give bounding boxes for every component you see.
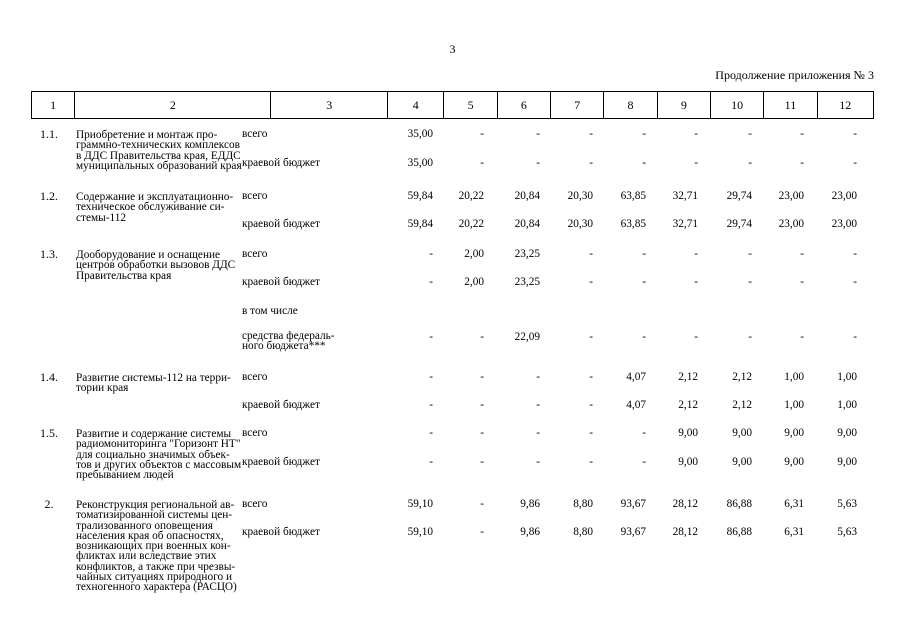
value-cell-col-4: 59,10 bbox=[407, 498, 433, 510]
value-cell-col-6: - bbox=[536, 399, 540, 411]
value-cell-col-5: - bbox=[480, 128, 484, 140]
description-line: радиомониторинга "Горизонт НТ" bbox=[76, 438, 241, 451]
item-number: 1.4. bbox=[40, 370, 58, 384]
header-col-1: 1 bbox=[32, 92, 75, 119]
value-cell-col-7: - bbox=[589, 399, 593, 411]
funding-source-label: всего bbox=[242, 190, 268, 202]
value-cell-col-9: 32,71 bbox=[672, 190, 698, 202]
funding-row bbox=[242, 498, 905, 512]
funding-row bbox=[242, 276, 905, 290]
value-cell-col-8: - bbox=[642, 157, 646, 169]
funding-source-label-line: средства федераль- bbox=[242, 330, 335, 342]
value-cell-col-7: - bbox=[589, 427, 593, 439]
funding-row bbox=[242, 190, 905, 204]
value-cell-col-6: 22,09 bbox=[514, 331, 540, 343]
value-cell-col-6: - bbox=[536, 157, 540, 169]
description-line: техническое обслуживание си- bbox=[76, 201, 225, 214]
value-cell-col-5: 2,00 bbox=[464, 276, 484, 288]
value-cell-col-7: 20,30 bbox=[567, 190, 593, 202]
item-number: 1.5. bbox=[40, 426, 58, 440]
funding-row bbox=[242, 218, 905, 232]
value-cell-col-10: - bbox=[748, 331, 752, 343]
value-cell-col-9: - bbox=[694, 157, 698, 169]
value-cell-col-5: 20,22 bbox=[458, 190, 484, 202]
description-line: Правительства края bbox=[76, 269, 172, 282]
value-cell-col-6: 23,25 bbox=[514, 248, 540, 260]
value-cell-col-9: 9,00 bbox=[678, 456, 698, 468]
description-line: тов и других объектов с массовым bbox=[76, 458, 242, 471]
value-cell-col-10: 9,00 bbox=[732, 456, 752, 468]
value-cell-col-12: 1,00 bbox=[837, 371, 857, 383]
value-cell-col-8: 4,07 bbox=[626, 371, 646, 383]
value-cell-col-4: - bbox=[429, 331, 433, 343]
header-row bbox=[31, 91, 874, 119]
funding-source-label: всего bbox=[242, 498, 268, 510]
value-cell-col-10: - bbox=[748, 128, 752, 140]
funding-row bbox=[242, 330, 905, 353]
funding-source-label: краевой бюджет bbox=[242, 526, 320, 538]
value-cell-col-12: 9,00 bbox=[837, 427, 857, 439]
value-cell-col-8: - bbox=[642, 456, 646, 468]
value-cell-col-5: - bbox=[480, 498, 484, 510]
header-col-12: 12 bbox=[817, 92, 873, 119]
funding-row bbox=[242, 371, 905, 385]
value-cell-col-4: - bbox=[429, 456, 433, 468]
funding-source-label bbox=[242, 331, 335, 352]
value-cell-col-6: - bbox=[536, 371, 540, 383]
value-cell-col-12: 23,00 bbox=[831, 218, 857, 230]
header-col-3: 3 bbox=[271, 92, 388, 119]
header-col-2: 2 bbox=[75, 92, 271, 119]
description-line: Реконструкция региональной ав- bbox=[76, 499, 235, 511]
funding-row bbox=[242, 128, 905, 142]
value-cell-col-4: - bbox=[429, 248, 433, 260]
value-cell-col-5: - bbox=[480, 526, 484, 538]
description-line: Дооборудование и оснащение bbox=[76, 249, 221, 261]
value-cell-col-11: - bbox=[800, 276, 804, 288]
description-line: населения края об опасностях, bbox=[76, 529, 224, 542]
value-cell-col-10: 2,12 bbox=[732, 371, 752, 383]
value-cell-col-5: - bbox=[480, 456, 484, 468]
value-cell-col-12: 5,63 bbox=[837, 526, 857, 538]
value-cell-col-11: 23,00 bbox=[778, 190, 804, 202]
value-cell-col-4: 35,00 bbox=[407, 128, 433, 140]
value-cell-col-11: - bbox=[800, 128, 804, 140]
value-cell-col-11: 9,00 bbox=[784, 456, 804, 468]
value-cell-col-4: 59,84 bbox=[407, 190, 433, 202]
value-cell-col-4: 59,10 bbox=[407, 526, 433, 538]
value-cell-col-7: - bbox=[589, 456, 593, 468]
value-cell-col-5: - bbox=[480, 157, 484, 169]
funding-row bbox=[242, 526, 905, 540]
header-col-10: 10 bbox=[710, 92, 763, 119]
value-cell-col-7: - bbox=[589, 276, 593, 288]
value-cell-col-7: - bbox=[589, 128, 593, 140]
value-cell-col-12: 23,00 bbox=[831, 190, 857, 202]
funding-source-label: краевой бюджет bbox=[242, 399, 320, 411]
value-cell-col-10: 9,00 bbox=[732, 427, 752, 439]
description-line: для социально значимых объек- bbox=[76, 448, 230, 461]
description-line: муниципальных образований края bbox=[76, 159, 242, 172]
item-description bbox=[76, 500, 271, 593]
value-cell-col-4: - bbox=[429, 427, 433, 439]
value-cell-col-4: - bbox=[429, 399, 433, 411]
continuation-note: Продолжение приложения № 3 bbox=[715, 68, 874, 82]
description-line: тории края bbox=[76, 382, 129, 395]
description-line: техногенного характера (РАСЦО) bbox=[76, 581, 237, 594]
value-cell-col-11: - bbox=[800, 248, 804, 260]
funding-source-label: всего bbox=[242, 371, 268, 383]
description-line: Развитие и содержание системы bbox=[76, 428, 232, 440]
item-number: 1.3. bbox=[40, 247, 58, 261]
value-cell-col-9: 2,12 bbox=[678, 399, 698, 411]
description-line: пребыванием людей bbox=[76, 469, 174, 482]
page-number: 3 bbox=[449, 42, 456, 56]
value-cell-col-4: 35,00 bbox=[407, 157, 433, 169]
value-cell-col-10: 29,74 bbox=[726, 218, 752, 230]
value-cell-col-9: - bbox=[694, 128, 698, 140]
value-cell-col-8: 63,85 bbox=[620, 190, 646, 202]
header-col-4: 4 bbox=[388, 92, 444, 119]
item-number: 1.2. bbox=[40, 189, 58, 203]
funding-row bbox=[242, 157, 905, 171]
value-cell-col-6: - bbox=[536, 427, 540, 439]
funding-source-label: краевой бюджет bbox=[242, 456, 320, 468]
value-cell-col-10: 29,74 bbox=[726, 190, 752, 202]
value-cell-col-7: 20,30 bbox=[567, 218, 593, 230]
value-cell-col-8: - bbox=[642, 331, 646, 343]
value-cell-col-10: 2,12 bbox=[732, 399, 752, 411]
value-cell-col-9: - bbox=[694, 276, 698, 288]
value-cell-col-6: 9,86 bbox=[520, 498, 540, 510]
value-cell-col-12: 9,00 bbox=[837, 456, 857, 468]
funding-source-label: краевой бюджет bbox=[242, 276, 320, 288]
value-cell-col-6: 20,84 bbox=[514, 218, 540, 230]
value-cell-col-10: - bbox=[748, 248, 752, 260]
description-line: томатизированной системы цен- bbox=[76, 509, 233, 522]
value-cell-col-8: - bbox=[642, 248, 646, 260]
description-line: фликтах или вследствие этих bbox=[76, 550, 217, 563]
value-cell-col-9: 28,12 bbox=[672, 526, 698, 538]
description-line: в ДДС Правительства края, ЕДДС bbox=[76, 149, 241, 162]
funding-source-label: краевой бюджет bbox=[242, 157, 320, 169]
value-cell-col-7: - bbox=[589, 157, 593, 169]
funding-source-label-line: ного бюджета*** bbox=[242, 340, 326, 353]
value-cell-col-8: 63,85 bbox=[620, 218, 646, 230]
value-cell-col-7: - bbox=[589, 331, 593, 343]
value-cell-col-8: - bbox=[642, 427, 646, 439]
value-cell-col-5: - bbox=[480, 399, 484, 411]
value-cell-col-10: 86,88 bbox=[726, 498, 752, 510]
description-line: Содержание и эксплуатационно- bbox=[76, 191, 234, 203]
value-cell-col-8: - bbox=[642, 276, 646, 288]
header-col-7: 7 bbox=[551, 92, 604, 119]
value-cell-col-8: 93,67 bbox=[620, 526, 646, 538]
funding-source-label: краевой бюджет bbox=[242, 218, 320, 230]
funding-row bbox=[242, 248, 905, 262]
description-line: стемы-112 bbox=[76, 211, 126, 224]
value-cell-col-11: 1,00 bbox=[784, 371, 804, 383]
value-cell-col-11: - bbox=[800, 157, 804, 169]
funding-row bbox=[242, 427, 905, 441]
value-cell-col-4: - bbox=[429, 371, 433, 383]
value-cell-col-7: - bbox=[589, 248, 593, 260]
value-cell-col-10: - bbox=[748, 157, 752, 169]
header-col-11: 11 bbox=[764, 92, 817, 119]
value-cell-col-12: - bbox=[853, 276, 857, 288]
funding-source-label: всего bbox=[242, 248, 268, 260]
description-line: граммно-технических комплексов bbox=[76, 139, 240, 152]
description-line: чайных ситуациях природного и bbox=[76, 571, 232, 584]
value-cell-col-4: 59,84 bbox=[407, 218, 433, 230]
value-cell-col-11: 9,00 bbox=[784, 427, 804, 439]
funding-source-label: всего bbox=[242, 427, 268, 439]
value-cell-col-8: 93,67 bbox=[620, 498, 646, 510]
funding-row bbox=[242, 399, 905, 413]
value-cell-col-7: 8,80 bbox=[573, 526, 593, 538]
funding-source-label: всего bbox=[242, 128, 268, 140]
value-cell-col-12: - bbox=[853, 157, 857, 169]
value-cell-col-6: - bbox=[536, 456, 540, 468]
value-cell-col-12: - bbox=[853, 248, 857, 260]
header-col-6: 6 bbox=[497, 92, 550, 119]
value-cell-col-5: 20,22 bbox=[458, 218, 484, 230]
description-line: конфликтов, а также при чрезвы- bbox=[76, 560, 236, 573]
value-cell-col-6: 20,84 bbox=[514, 190, 540, 202]
value-cell-col-6: - bbox=[536, 128, 540, 140]
description-line: возникающих при военных кон- bbox=[76, 540, 231, 553]
value-cell-col-5: - bbox=[480, 427, 484, 439]
description-line: трализованного оповещения bbox=[76, 519, 213, 532]
value-cell-col-9: 32,71 bbox=[672, 218, 698, 230]
value-cell-col-9: - bbox=[694, 248, 698, 260]
funding-source-label: в том числе bbox=[242, 305, 298, 317]
value-cell-col-12: 5,63 bbox=[837, 498, 857, 510]
value-cell-col-12: - bbox=[853, 331, 857, 343]
value-cell-col-5: - bbox=[480, 371, 484, 383]
funding-row bbox=[242, 456, 905, 470]
value-cell-col-11: 6,31 bbox=[784, 526, 804, 538]
value-cell-col-10: - bbox=[748, 276, 752, 288]
funding-row bbox=[242, 305, 905, 319]
value-cell-col-12: 1,00 bbox=[837, 399, 857, 411]
description-line: центров обработки вызовов ДДС bbox=[76, 259, 236, 272]
value-cell-col-9: 28,12 bbox=[672, 498, 698, 510]
value-cell-col-11: - bbox=[800, 331, 804, 343]
value-cell-col-9: 9,00 bbox=[678, 427, 698, 439]
value-cell-col-7: - bbox=[589, 371, 593, 383]
value-cell-col-11: 23,00 bbox=[778, 218, 804, 230]
value-cell-col-4: - bbox=[429, 276, 433, 288]
value-cell-col-6: 23,25 bbox=[514, 276, 540, 288]
value-cell-col-5: - bbox=[480, 331, 484, 343]
header-col-9: 9 bbox=[657, 92, 710, 119]
value-cell-col-10: 86,88 bbox=[726, 526, 752, 538]
value-cell-col-5: 2,00 bbox=[464, 248, 484, 260]
item-number: 2. bbox=[44, 497, 54, 511]
value-cell-col-11: 6,31 bbox=[784, 498, 804, 510]
description-line: Приобретение и монтаж про- bbox=[76, 129, 218, 141]
description-line: Развитие системы-112 на терри- bbox=[76, 372, 231, 384]
value-cell-col-7: 8,80 bbox=[573, 498, 593, 510]
value-cell-col-9: - bbox=[694, 331, 698, 343]
value-cell-col-9: 2,12 bbox=[678, 371, 698, 383]
value-cell-col-8: 4,07 bbox=[626, 399, 646, 411]
value-cell-col-8: - bbox=[642, 128, 646, 140]
value-cell-col-12: - bbox=[853, 128, 857, 140]
value-cell-col-6: 9,86 bbox=[520, 526, 540, 538]
header-col-5: 5 bbox=[444, 92, 497, 119]
header-col-8: 8 bbox=[604, 92, 657, 119]
value-cell-col-11: 1,00 bbox=[784, 399, 804, 411]
item-number: 1.1. bbox=[40, 127, 58, 141]
